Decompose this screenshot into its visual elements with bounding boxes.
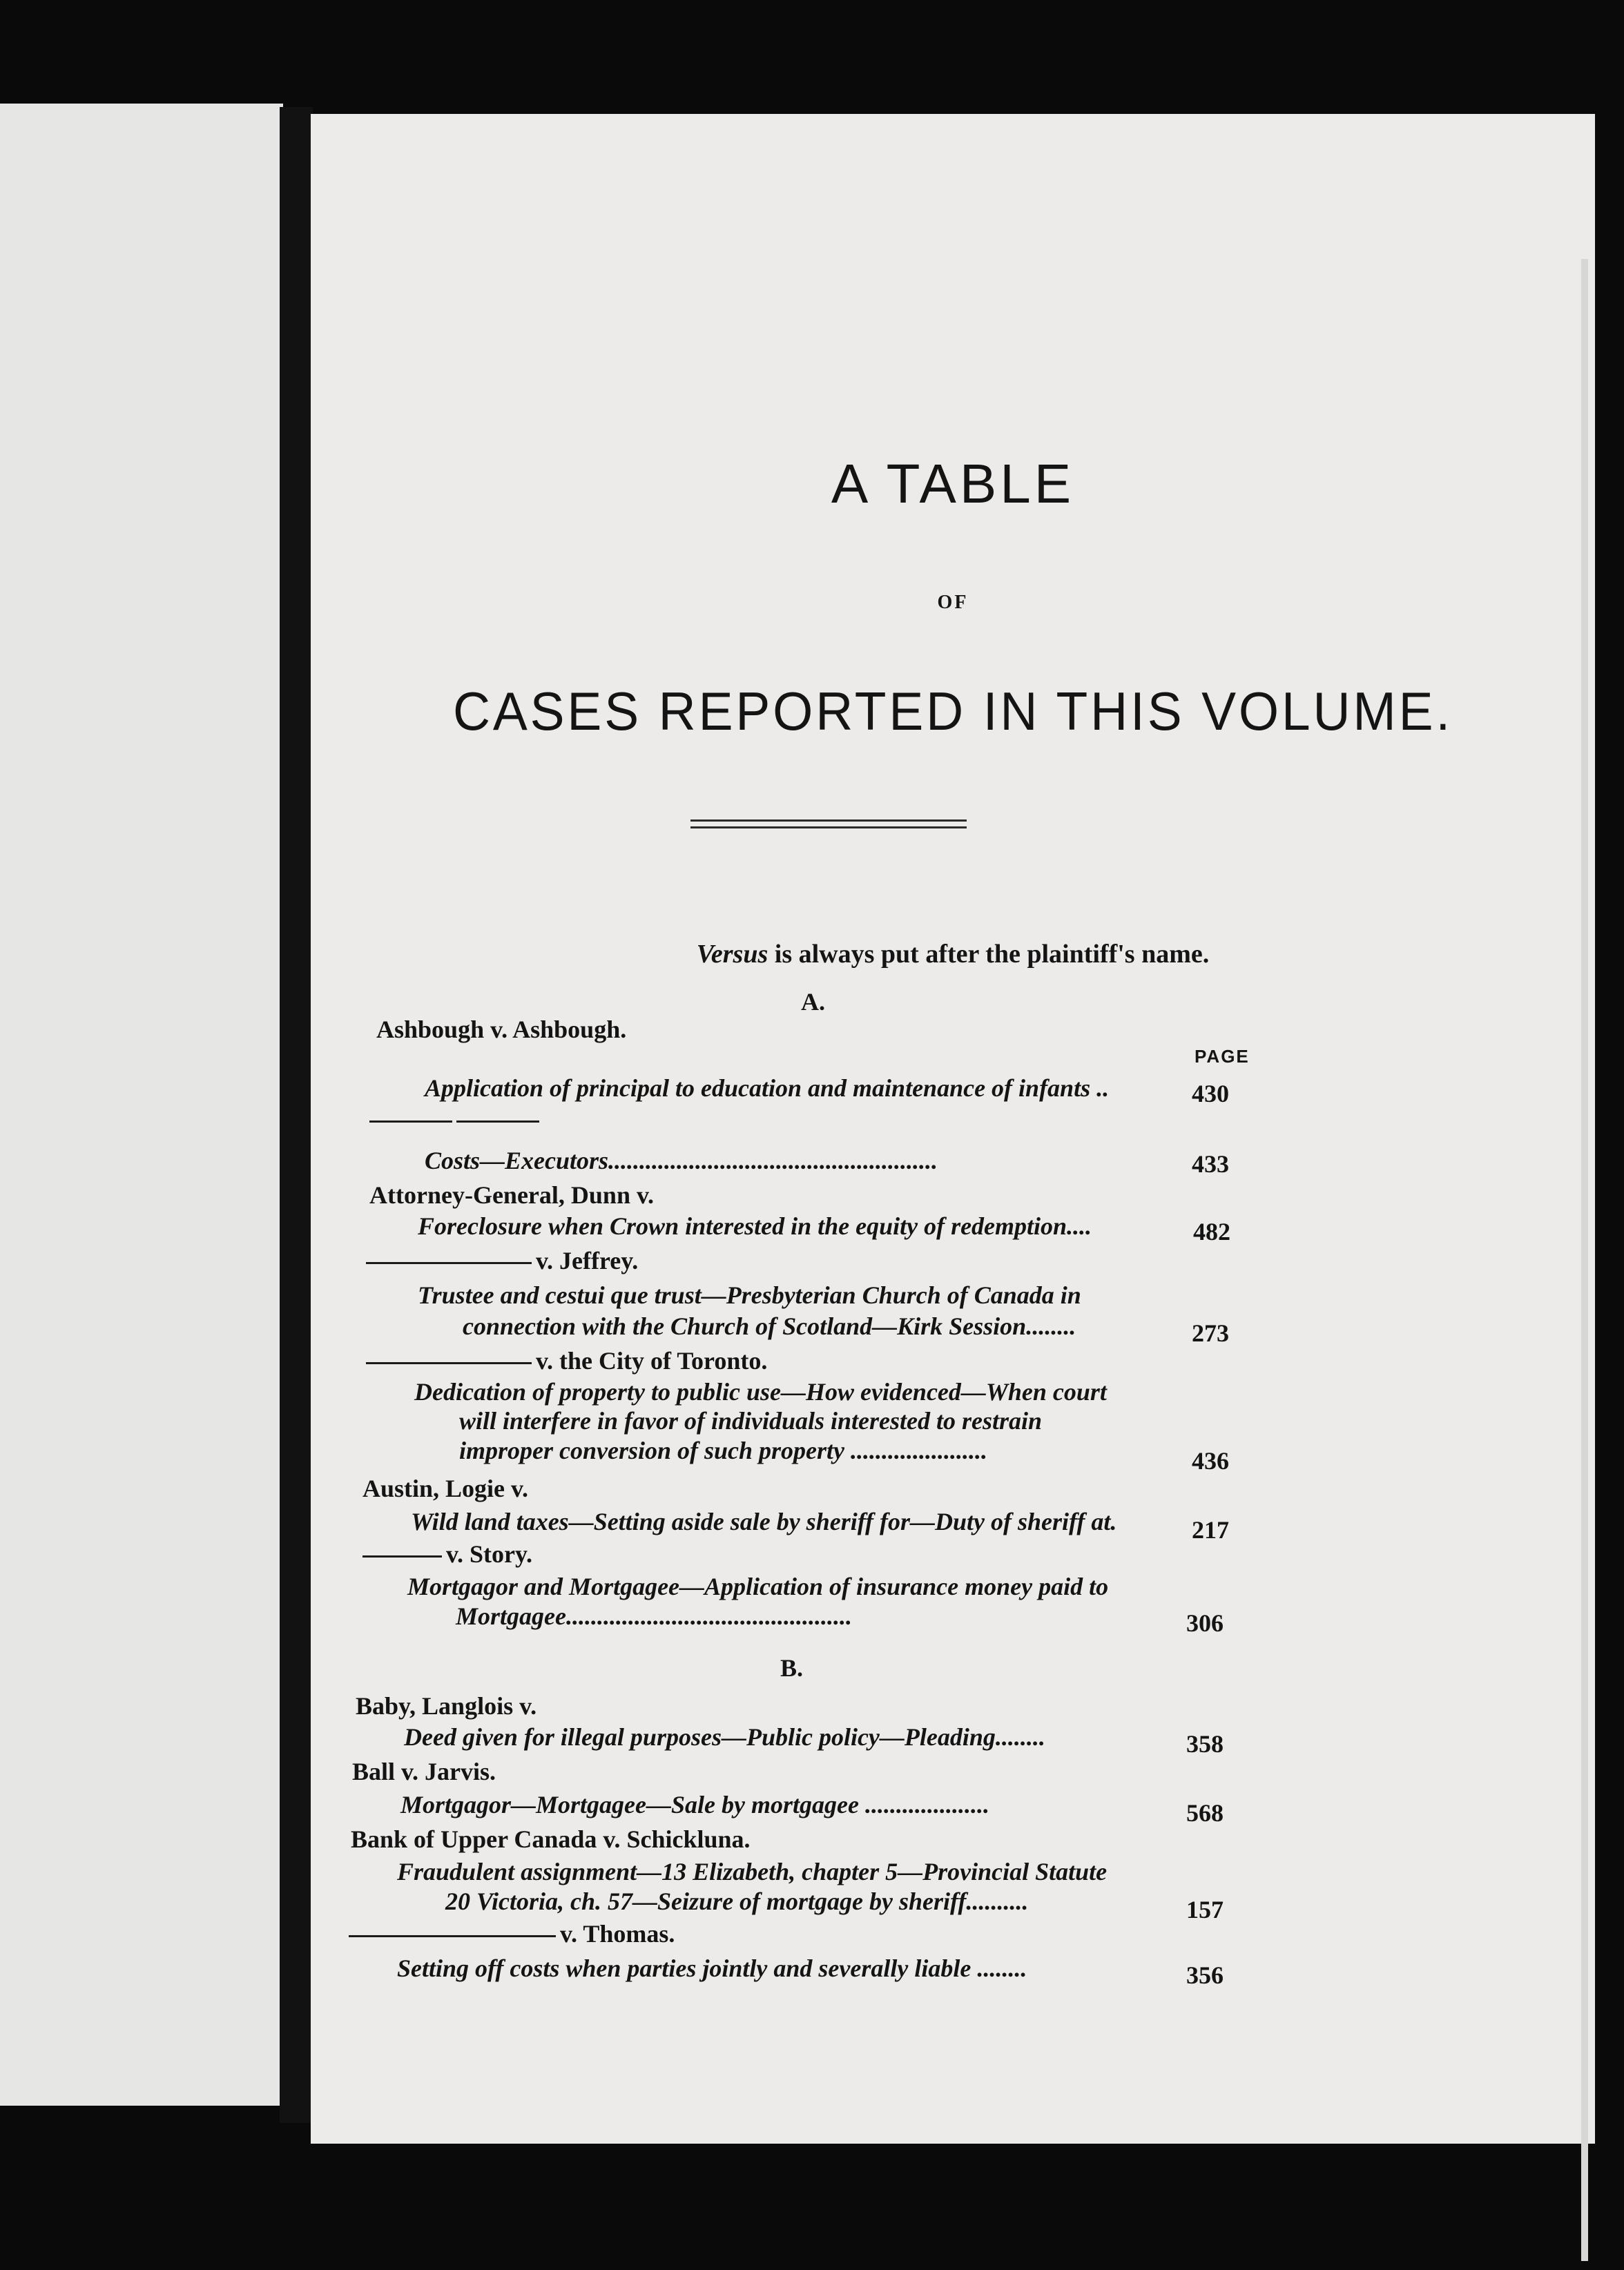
baby-desc-1: Deed given for illegal purposes—Public policy—Pleading........ bbox=[404, 1723, 1045, 1751]
ashbough-page-1: 430 bbox=[1192, 1080, 1229, 1107]
attorney-page-1: 482 bbox=[1193, 1218, 1230, 1245]
case-jeffrey-label: v. Jeffrey. bbox=[536, 1247, 639, 1274]
austin-page-1: 217 bbox=[1192, 1516, 1229, 1544]
case-baby: Baby, Langlois v. bbox=[356, 1692, 537, 1720]
ball-desc-1: Mortgagor—Mortgagee—Sale by mortgagee .................... bbox=[400, 1791, 989, 1818]
case-attorney-general: Attorney-General, Dunn v. bbox=[369, 1181, 654, 1209]
heading-line-2: OF bbox=[937, 592, 969, 613]
ashbough-desc-2: Costs—Executors..................................................... bbox=[425, 1147, 938, 1174]
document-page bbox=[311, 114, 1595, 2144]
versus-word: Versus bbox=[696, 940, 768, 969]
case-toronto-label: v. the City of Toronto. bbox=[536, 1347, 768, 1375]
case-austin: Austin, Logie v. bbox=[362, 1475, 529, 1502]
jeffrey-desc-1a: Trustee and cestui que trust—Presbyterian Church of Canada in bbox=[418, 1281, 1081, 1309]
page-edge bbox=[1581, 259, 1588, 2261]
case-ball: Ball v. Jarvis. bbox=[352, 1758, 496, 1785]
case-thomas bbox=[349, 1919, 675, 1948]
ditto-dash bbox=[369, 1115, 543, 1127]
heading-line-3: CASES REPORTED IN THIS VOLUME. bbox=[452, 681, 1453, 741]
ball-page-1: 568 bbox=[1186, 1799, 1224, 1827]
ashbough-desc-1: Application of principal to education and maintenance of infants .. bbox=[425, 1074, 1110, 1102]
case-thomas-label: v. Thomas. bbox=[560, 1920, 675, 1948]
toronto-page-1: 436 bbox=[1192, 1447, 1229, 1475]
toronto-desc-1b: will interfere in favor of individuals interested to restrain bbox=[459, 1407, 1043, 1435]
story-desc-1a: Mortgagor and Mortgagee—Application of insurance money paid to bbox=[407, 1573, 1109, 1600]
toronto-desc-1a: Dedication of property to public use—How evidenced—When court bbox=[414, 1378, 1107, 1406]
toronto-desc-1c: improper conversion of such property ...................... bbox=[459, 1437, 987, 1464]
attorney-desc-1: Foreclosure when Crown interested in the equity of redemption.... bbox=[418, 1212, 1092, 1240]
section-letter-b: B. bbox=[780, 1654, 804, 1682]
thomas-desc-1: Setting off costs when parties jointly and severally liable ........ bbox=[397, 1954, 1027, 1982]
baby-page-1: 358 bbox=[1186, 1730, 1224, 1758]
versus-note bbox=[311, 939, 1595, 969]
bank-desc-1b: 20 Victoria, ch. 57—Seizure of mortgage by sheriff.......... bbox=[445, 1888, 1029, 1915]
ashbough-page-2: 433 bbox=[1192, 1150, 1229, 1178]
page-column-label: PAGE bbox=[1195, 1046, 1250, 1067]
story-page-1: 306 bbox=[1186, 1609, 1224, 1637]
divider-rule-bottom bbox=[690, 826, 967, 828]
case-jeffrey bbox=[366, 1246, 638, 1275]
case-bank-of-upper-canada: Bank of Upper Canada v. Schickluna. bbox=[351, 1825, 751, 1853]
bank-page-1: 157 bbox=[1186, 1896, 1224, 1923]
case-city-of-toronto bbox=[366, 1346, 767, 1375]
thomas-page-1: 356 bbox=[1186, 1961, 1224, 1989]
case-story bbox=[362, 1540, 532, 1569]
heading-line-1: A TABLE bbox=[831, 453, 1075, 514]
divider-rule-top bbox=[690, 819, 967, 822]
left-facing-page bbox=[0, 104, 283, 2106]
jeffrey-page-1: 273 bbox=[1192, 1319, 1229, 1347]
jeffrey-desc-1b: connection with the Church of Scotland—Kirk Session........ bbox=[463, 1312, 1076, 1340]
case-story-label: v. Story. bbox=[446, 1540, 533, 1568]
case-ashbough: Ashbough v. Ashbough. bbox=[376, 1016, 627, 1043]
story-desc-1b: Mortgagee.............................................. bbox=[456, 1602, 852, 1630]
austin-desc-1: Wild land taxes—Setting aside sale by sheriff for—Duty of sheriff at. bbox=[411, 1508, 1117, 1535]
versus-note-rest: is always put after the plaintiff's name. bbox=[768, 940, 1210, 969]
bank-desc-1a: Fraudulent assignment—13 Elizabeth, chapter 5—Provincial Statute bbox=[397, 1858, 1108, 1885]
book-gutter bbox=[280, 107, 313, 2123]
section-letter-a: A. bbox=[801, 988, 825, 1016]
